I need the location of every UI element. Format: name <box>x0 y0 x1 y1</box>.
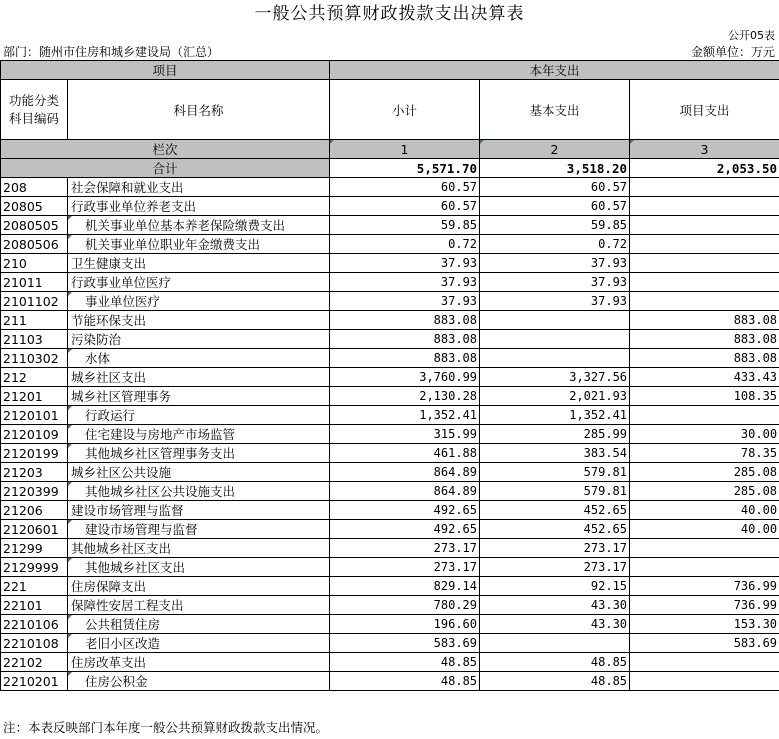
row-code: 21201 <box>1 387 68 406</box>
row-name: 机关事业单位基本养老保险缴费支出 <box>68 216 330 235</box>
row-project <box>630 653 779 672</box>
row-subtotal: 48.85 <box>330 672 480 691</box>
row-name: 其他城乡社区公共设施支出 <box>68 482 330 501</box>
header-current-year: 本年支出 <box>330 61 779 80</box>
total-basic: 3,518.20 <box>480 159 630 178</box>
row-code: 21299 <box>1 539 68 558</box>
row-project <box>630 197 779 216</box>
row-basic: 60.57 <box>480 197 630 216</box>
row-project: 883.08 <box>630 349 779 368</box>
row-project: 40.00 <box>630 520 779 539</box>
row-project <box>630 292 779 311</box>
row-subtotal: 864.89 <box>330 463 480 482</box>
row-basic: 285.99 <box>480 425 630 444</box>
row-project <box>630 406 779 425</box>
row-basic <box>480 349 630 368</box>
row-subtotal: 583.69 <box>330 634 480 653</box>
row-subtotal: 273.17 <box>330 539 480 558</box>
row-subtotal: 48.85 <box>330 653 480 672</box>
table-row <box>1 520 779 539</box>
row-code: 2120199 <box>1 444 68 463</box>
row-code: 2210201 <box>1 672 68 691</box>
table-row <box>1 653 779 672</box>
table-row <box>1 596 779 615</box>
row-code: 2210106 <box>1 615 68 634</box>
row-code: 2080505 <box>1 216 68 235</box>
row-basic: 579.81 <box>480 482 630 501</box>
row-subtotal: 37.93 <box>330 273 480 292</box>
row-name: 行政运行 <box>68 406 330 425</box>
table-row <box>1 672 779 691</box>
header-row-1 <box>1 61 779 80</box>
row-project <box>630 216 779 235</box>
row-name: 保障性安居工程支出 <box>68 596 330 615</box>
header-project-exp: 项目支出 <box>630 80 779 140</box>
row-name: 行政事业单位养老支出 <box>68 197 330 216</box>
row-subtotal: 883.08 <box>330 311 480 330</box>
row-project <box>630 178 779 197</box>
table-row <box>1 178 779 197</box>
table-row <box>1 235 779 254</box>
table-row <box>1 577 779 596</box>
row-basic: 273.17 <box>480 558 630 577</box>
table-row <box>1 463 779 482</box>
row-code: 2120101 <box>1 406 68 425</box>
table-row <box>1 292 779 311</box>
header-code-label-line1: 功能分类 <box>8 92 59 108</box>
row-basic: 383.54 <box>480 444 630 463</box>
table-row <box>1 558 779 577</box>
row-subtotal: 60.57 <box>330 178 480 197</box>
row-project <box>630 235 779 254</box>
total-project: 2,053.50 <box>630 159 779 178</box>
table-row <box>1 444 779 463</box>
row-subtotal: 0.72 <box>330 235 480 254</box>
row-basic: 273.17 <box>480 539 630 558</box>
total-row <box>1 159 779 178</box>
row-code: 21203 <box>1 463 68 482</box>
row-code: 212 <box>1 368 68 387</box>
row-code: 211 <box>1 311 68 330</box>
row-basic: 37.93 <box>480 292 630 311</box>
row-basic: 43.30 <box>480 596 630 615</box>
row-name: 住房公积金 <box>68 672 330 691</box>
row-basic: 3,327.56 <box>480 368 630 387</box>
table-row <box>1 254 779 273</box>
row-name: 住房改革支出 <box>68 653 330 672</box>
row-basic: 92.15 <box>480 577 630 596</box>
table-row <box>1 615 779 634</box>
table-row <box>1 387 779 406</box>
total-label: 合计 <box>1 159 330 178</box>
row-code: 21206 <box>1 501 68 520</box>
row-code: 22102 <box>1 653 68 672</box>
row-name: 社会保障和就业支出 <box>68 178 330 197</box>
row-project: 285.08 <box>630 482 779 501</box>
row-project <box>630 539 779 558</box>
row-code: 2120399 <box>1 482 68 501</box>
row-code: 2120601 <box>1 520 68 539</box>
total-subtotal: 5,571.70 <box>330 159 480 178</box>
row-code: 22101 <box>1 596 68 615</box>
row-code: 20805 <box>1 197 68 216</box>
report-title: 一般公共预算财政拨款支出决算表 <box>254 4 525 24</box>
row-subtotal: 315.99 <box>330 425 480 444</box>
row-code: 210 <box>1 254 68 273</box>
table-row <box>1 273 779 292</box>
row-name: 机关事业单位职业年金缴费支出 <box>68 235 330 254</box>
row-code: 21011 <box>1 273 68 292</box>
row-basic: 59.85 <box>480 216 630 235</box>
row-name: 污染防治 <box>68 330 330 349</box>
row-project: 583.69 <box>630 634 779 653</box>
row-project: 78.35 <box>630 444 779 463</box>
expenditure-table-wrap <box>0 60 779 691</box>
table-row <box>1 349 779 368</box>
row-project: 30.00 <box>630 425 779 444</box>
row-name: 住宅建设与房地产市场监管 <box>68 425 330 444</box>
header-col-3: 3 <box>630 140 779 159</box>
header-row-column-no <box>1 140 779 159</box>
row-subtotal: 780.29 <box>330 596 480 615</box>
header-subject-name: 科目名称 <box>68 80 330 140</box>
row-project <box>630 558 779 577</box>
row-code: 2080506 <box>1 235 68 254</box>
header-basic: 基本支出 <box>480 80 630 140</box>
row-project: 433.43 <box>630 368 779 387</box>
row-basic: 1,352.41 <box>480 406 630 425</box>
table-row <box>1 311 779 330</box>
row-basic: 0.72 <box>480 235 630 254</box>
row-name: 公共租赁住房 <box>68 615 330 634</box>
row-subtotal: 492.65 <box>330 520 480 539</box>
row-basic: 37.93 <box>480 273 630 292</box>
row-name: 建设市场管理与监督 <box>68 520 330 539</box>
row-subtotal: 60.57 <box>330 197 480 216</box>
row-subtotal: 273.17 <box>330 558 480 577</box>
row-name: 水体 <box>68 349 330 368</box>
row-code: 221 <box>1 577 68 596</box>
row-basic: 452.65 <box>480 520 630 539</box>
table-row <box>1 216 779 235</box>
row-subtotal: 3,760.99 <box>330 368 480 387</box>
row-project: 736.99 <box>630 596 779 615</box>
row-subtotal: 59.85 <box>330 216 480 235</box>
table-row <box>1 330 779 349</box>
row-name: 事业单位医疗 <box>68 292 330 311</box>
header-col-1: 1 <box>330 140 480 159</box>
row-name: 其他城乡社区支出 <box>68 558 330 577</box>
row-subtotal: 37.93 <box>330 292 480 311</box>
department-label: 部门：随州市住房和城乡建设局（汇总） <box>3 45 220 59</box>
row-name: 住房保障支出 <box>68 577 330 596</box>
header-col-2: 2 <box>480 140 630 159</box>
row-name: 其他城乡社区管理事务支出 <box>68 444 330 463</box>
row-subtotal: 1,352.41 <box>330 406 480 425</box>
table-row <box>1 539 779 558</box>
expenditure-table <box>0 60 779 691</box>
row-code: 208 <box>1 178 68 197</box>
header-column-no: 栏次 <box>1 140 330 159</box>
table-row <box>1 197 779 216</box>
header-project: 项目 <box>1 61 330 80</box>
row-project <box>630 273 779 292</box>
row-name: 老旧小区改造 <box>68 634 330 653</box>
row-basic: 43.30 <box>480 615 630 634</box>
row-name: 城乡社区管理事务 <box>68 387 330 406</box>
row-basic <box>480 330 630 349</box>
row-subtotal: 883.08 <box>330 330 480 349</box>
row-name: 卫生健康支出 <box>68 254 330 273</box>
row-code: 2210108 <box>1 634 68 653</box>
row-basic: 579.81 <box>480 463 630 482</box>
row-code: 2110302 <box>1 349 68 368</box>
row-name: 节能环保支出 <box>68 311 330 330</box>
header-code-label-line2: 科目编码 <box>8 110 59 126</box>
row-basic <box>480 311 630 330</box>
row-basic: 37.93 <box>480 254 630 273</box>
row-code: 2101102 <box>1 292 68 311</box>
row-subtotal: 37.93 <box>330 254 480 273</box>
row-project: 285.08 <box>630 463 779 482</box>
table-row <box>1 425 779 444</box>
row-code: 2120109 <box>1 425 68 444</box>
row-project: 736.99 <box>630 577 779 596</box>
row-basic: 60.57 <box>480 178 630 197</box>
row-basic <box>480 634 630 653</box>
header-row-2 <box>1 80 779 140</box>
table-row <box>1 406 779 425</box>
row-code: 21103 <box>1 330 68 349</box>
row-subtotal: 864.89 <box>330 482 480 501</box>
unit-label: 金额单位：万元 <box>690 45 775 59</box>
row-subtotal: 829.14 <box>330 577 480 596</box>
row-subtotal: 196.60 <box>330 615 480 634</box>
footnote: 注：本表反映部门本年度一般公共预算财政拨款支出情况。 <box>3 720 329 735</box>
row-name: 其他城乡社区支出 <box>68 539 330 558</box>
table-row <box>1 368 779 387</box>
row-project <box>630 672 779 691</box>
table-row <box>1 634 779 653</box>
form-number: 公开05表 <box>728 29 775 42</box>
row-basic: 2,021.93 <box>480 387 630 406</box>
row-name: 城乡社区公共设施 <box>68 463 330 482</box>
row-project: 153.30 <box>630 615 779 634</box>
row-project: 108.35 <box>630 387 779 406</box>
row-name: 行政事业单位医疗 <box>68 273 330 292</box>
row-code: 2129999 <box>1 558 68 577</box>
row-project <box>630 254 779 273</box>
row-project: 40.00 <box>630 501 779 520</box>
table-row <box>1 482 779 501</box>
row-subtotal: 883.08 <box>330 349 480 368</box>
row-basic: 48.85 <box>480 672 630 691</box>
row-subtotal: 461.88 <box>330 444 480 463</box>
row-subtotal: 492.65 <box>330 501 480 520</box>
table-row <box>1 501 779 520</box>
header-code-label <box>1 80 68 140</box>
header-subtotal: 小计 <box>330 80 480 140</box>
row-basic: 452.65 <box>480 501 630 520</box>
row-name: 建设市场管理与监督 <box>68 501 330 520</box>
row-project: 883.08 <box>630 311 779 330</box>
row-project: 883.08 <box>630 330 779 349</box>
row-basic: 48.85 <box>480 653 630 672</box>
row-subtotal: 2,130.28 <box>330 387 480 406</box>
row-name: 城乡社区支出 <box>68 368 330 387</box>
